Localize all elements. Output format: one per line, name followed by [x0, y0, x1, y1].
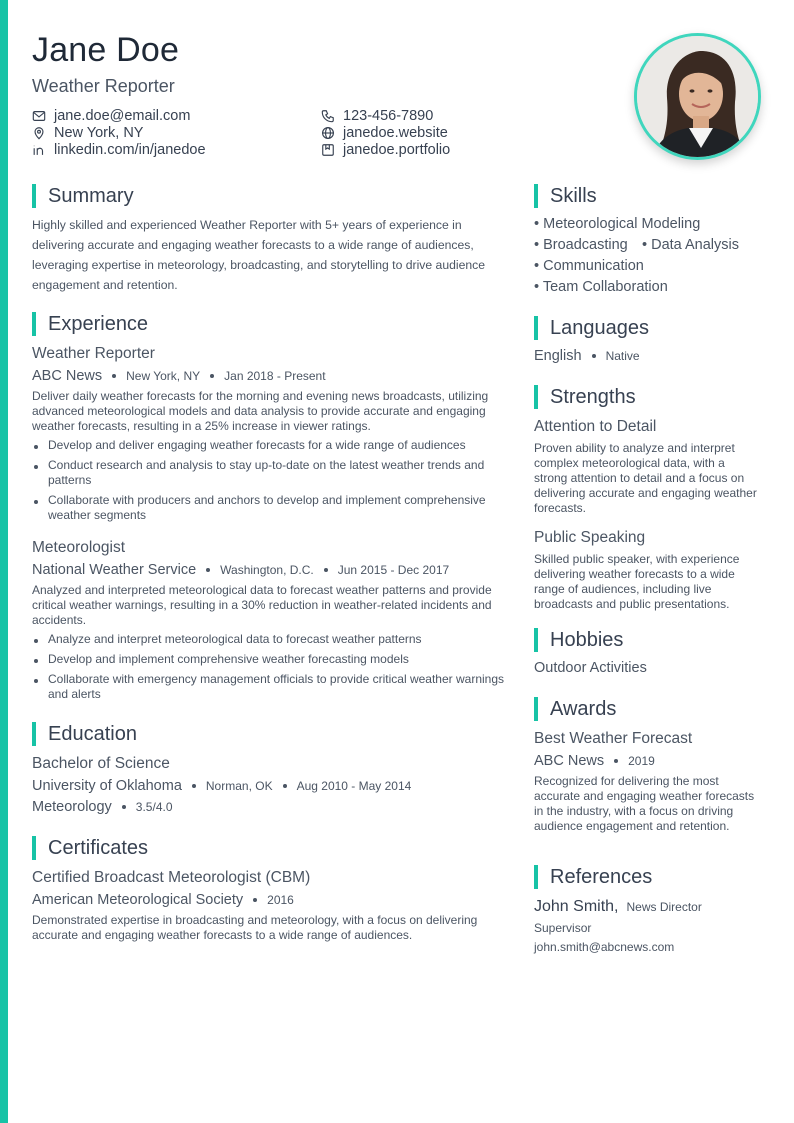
- reference-email[interactable]: john.smith@abcnews.com: [534, 940, 675, 954]
- contact-location: [32, 125, 143, 141]
- language-level: Native: [605, 349, 640, 363]
- strength-title: Public Speaking: [534, 529, 646, 546]
- reference-name: John Smith,: [534, 898, 619, 915]
- skill-item: • Broadcasting: [534, 237, 628, 253]
- heading-accent: [534, 628, 538, 652]
- separator-dot: [614, 759, 618, 763]
- job-company-line: [32, 368, 326, 384]
- separator-dot: [206, 568, 210, 572]
- portfolio-icon: [321, 143, 335, 157]
- job-dates: Jan 2018 - Present: [224, 369, 326, 383]
- list-item: Analyze and interpret meteorological data to forecast weather patterns: [32, 632, 508, 647]
- heading-accent: [534, 385, 538, 409]
- reference-name-line: [534, 898, 702, 916]
- experience-heading: Experience: [32, 312, 148, 336]
- job-location: New York, NY: [126, 369, 201, 383]
- location-icon: [32, 126, 46, 140]
- certificate-description: Demonstrated expertise in broadcasting and meteorology, with a focus on delivering accurate and engaging weather forecasts to a wide range of audiences.: [32, 913, 478, 942]
- resume-title: Weather Reporter: [32, 76, 175, 96]
- education-dates: Aug 2010 - May 2014: [296, 779, 412, 793]
- strength-text: Proven ability to analyze and interpret complex meteorological data, with a strong attention to detail and a focus on delivering accurate and engaging weather forecasts.: [534, 441, 757, 515]
- job-description: Analyzed and interpreted meteorological data to forecast weather patterns and provide critical weather warnings, resulting in a 30% reduction in weather-related incidents and accidents.: [32, 583, 492, 627]
- mail-icon: [32, 109, 46, 123]
- contact-phone[interactable]: [321, 108, 433, 124]
- linkedin-icon: [32, 143, 46, 157]
- separator-dot: [324, 568, 328, 572]
- job-company-line: [32, 562, 449, 578]
- accent-bar: [0, 0, 8, 1123]
- job-title: Meteorologist: [32, 539, 126, 556]
- awards-heading: Awards: [534, 697, 616, 721]
- languages-heading: Languages: [534, 316, 649, 340]
- separator-dot: [592, 354, 596, 358]
- education-school: University of Oklahoma: [32, 778, 182, 794]
- separator-dot: [253, 898, 257, 902]
- strength-text: Skilled public speaker, with experience delivering weather forecasts to a wide range of audiences, including live broadcasts and public presentations.: [534, 552, 740, 611]
- skill-item: • Communication: [534, 258, 644, 274]
- education-gpa: 3.5/4.0: [135, 800, 173, 814]
- contact-email-text: jane.doe@email.com: [54, 108, 191, 124]
- language-name: English: [534, 348, 582, 364]
- reference-role: News Director: [626, 900, 702, 914]
- contact-linkedin-text: linkedin.com/in/janedoe: [54, 142, 206, 158]
- phone-icon: [321, 109, 335, 123]
- education-field: Meteorology: [32, 799, 112, 815]
- education-location: Norman, OK: [205, 779, 273, 793]
- job-bullets: [32, 438, 508, 528]
- certificate-issuer-line: [32, 892, 294, 908]
- list-item: Conduct research and analysis to stay up-to-date on the latest weather trends and patterns: [32, 458, 508, 488]
- language-line: [534, 348, 640, 364]
- separator-dot: [210, 374, 214, 378]
- certificate-year: 2016: [267, 893, 294, 907]
- skill-item: • Team Collaboration: [534, 279, 668, 295]
- reference-role-secondary: Supervisor: [534, 921, 592, 935]
- contact-phone-text: 123-456-7890: [343, 108, 434, 124]
- education-degree: Bachelor of Science: [32, 755, 170, 772]
- contact-email[interactable]: [32, 108, 190, 124]
- separator-dot: [283, 784, 287, 788]
- heading-accent: [32, 312, 36, 336]
- summary-heading: Summary: [32, 184, 134, 208]
- separator-dot: [122, 805, 126, 809]
- contact-linkedin[interactable]: [32, 142, 206, 158]
- contact-website-text: janedoe.website: [343, 125, 448, 141]
- award-issuer: ABC News: [534, 753, 605, 769]
- job-company: National Weather Service: [32, 562, 197, 578]
- heading-accent: [534, 184, 538, 208]
- separator-dot: [192, 784, 196, 788]
- strength-title: Attention to Detail: [534, 418, 657, 435]
- references-heading: References: [534, 865, 652, 889]
- heading-accent: [534, 865, 538, 889]
- hobbies-heading: Hobbies: [534, 628, 623, 652]
- certificate-issuer: American Meteorological Society: [32, 892, 244, 908]
- job-company: ABC News: [32, 368, 103, 384]
- profile-photo: [634, 33, 761, 160]
- heading-accent: [534, 697, 538, 721]
- resume-name: Jane Doe: [32, 31, 180, 69]
- education-field-line: [32, 799, 173, 815]
- heading-accent: [534, 316, 538, 340]
- heading-accent: [32, 836, 36, 860]
- job-bullets: [32, 632, 508, 707]
- contact-location-text: New York, NY: [54, 125, 144, 141]
- heading-accent: [32, 184, 36, 208]
- job-title: Weather Reporter: [32, 345, 155, 362]
- skill-item: • Meteorological Modeling: [534, 216, 701, 232]
- list-item: Develop and deliver engaging weather forecasts for a wide range of audiences: [32, 438, 508, 453]
- list-item: Collaborate with emergency management officials to provide critical weather warnings and alerts: [32, 672, 508, 702]
- certificate-name: Certified Broadcast Meteorologist (CBM): [32, 869, 311, 886]
- contact-portfolio[interactable]: [321, 142, 450, 158]
- award-title: Best Weather Forecast: [534, 730, 693, 747]
- list-item: Develop and implement comprehensive weather forecasting models: [32, 652, 508, 667]
- job-location: Washington, D.C.: [220, 563, 314, 577]
- separator-dot: [112, 374, 116, 378]
- skill-item: • Data Analysis: [642, 237, 739, 253]
- award-issuer-line: [534, 753, 655, 769]
- job-description: Deliver daily weather forecasts for the morning and evening news broadcasts, utilizing advanced meteorological models and data analysis to provide accurate and engaging weather forecasts, resulting in a 25% increase in viewer ratings.: [32, 389, 489, 433]
- education-school-line: [32, 778, 411, 794]
- job-dates: Jun 2015 - Dec 2017: [337, 563, 450, 577]
- globe-icon: [321, 126, 335, 140]
- strengths-heading: Strengths: [534, 385, 636, 409]
- education-heading: Education: [32, 722, 137, 746]
- certificates-heading: Certificates: [32, 836, 148, 860]
- summary-text: Highly skilled and experienced Weather Reporter with 5+ years of experience in delivering accurate and engaging weather forecasts to a wide range of audiences, leveraging expertise in meteorology, broadcasting, and storytelling to drive audience engagement and retention.: [32, 218, 486, 292]
- contact-website[interactable]: [321, 125, 448, 141]
- contact-portfolio-text: janedoe.portfolio: [343, 142, 451, 158]
- list-item: Collaborate with producers and anchors to develop and implement comprehensive weather segments: [32, 493, 508, 523]
- award-text: Recognized for delivering the most accurate and engaging weather forecasts in the industry, with a focus on driving audience engagement and retention.: [534, 774, 755, 833]
- skills-heading: Skills: [534, 184, 597, 208]
- hobby-item: Outdoor Activities: [534, 660, 647, 676]
- heading-accent: [32, 722, 36, 746]
- award-year: 2019: [628, 754, 655, 768]
